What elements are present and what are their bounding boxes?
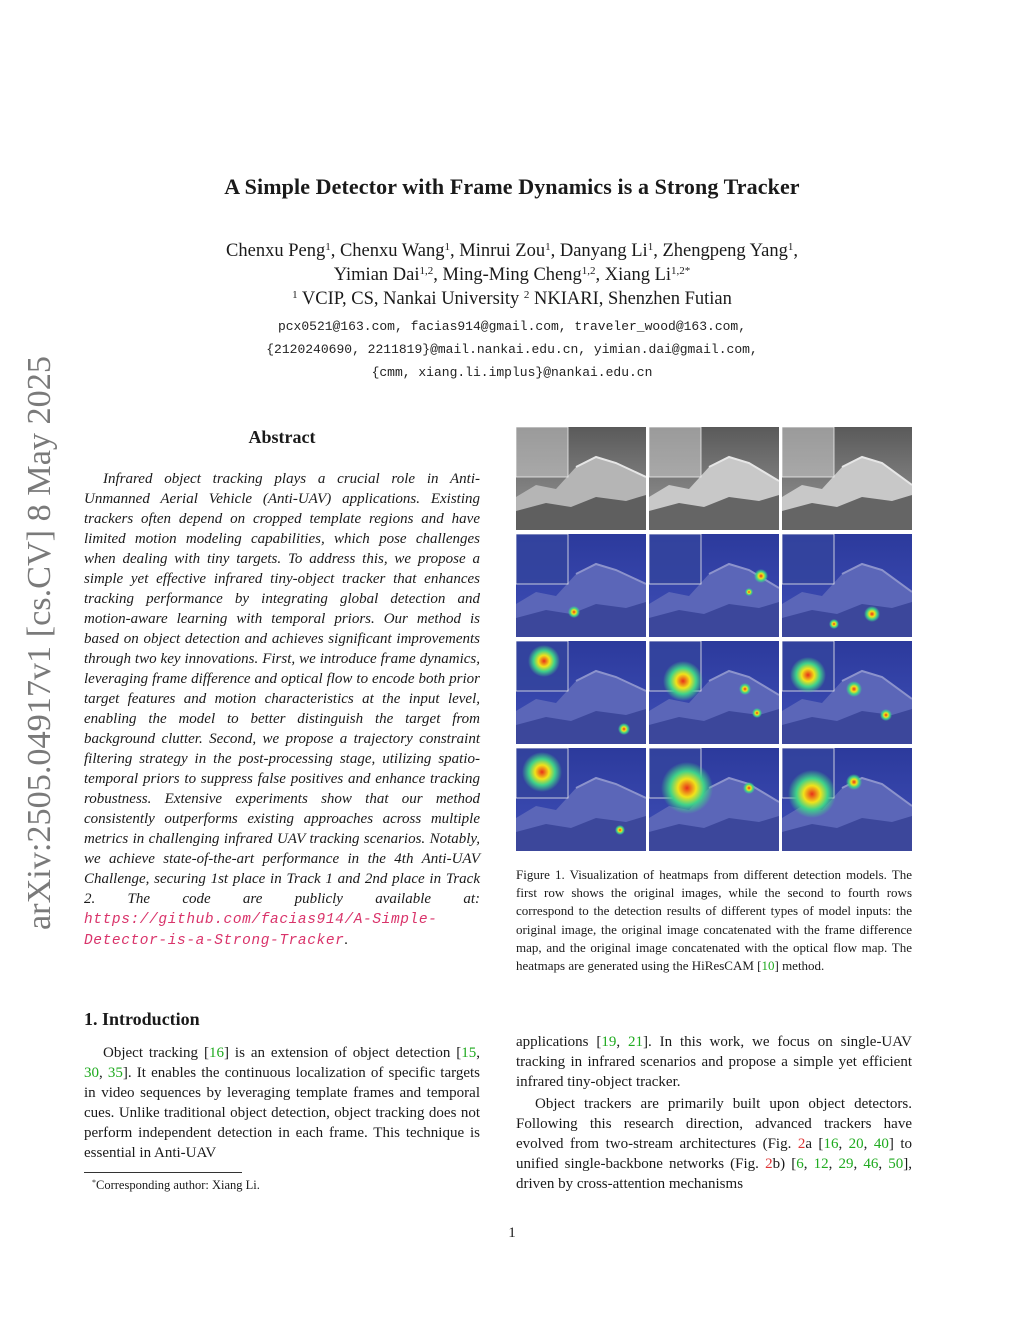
citation-link[interactable]: 16 [823, 1136, 839, 1152]
email-block [120, 315, 904, 384]
author-name: Chenxu Peng [226, 241, 326, 261]
abstract-text [84, 469, 480, 951]
citation-link[interactable]: 21 [628, 1034, 643, 1050]
citation-link[interactable]: 10 [761, 958, 775, 974]
citation-link[interactable]: 12 [813, 1156, 829, 1172]
affiliation-1: VCIP, CS, Nankai University [301, 289, 520, 309]
footnote-mark: * [92, 1178, 96, 1187]
citation-link[interactable]: 30 [84, 1065, 99, 1081]
citation-link[interactable]: 35 [107, 1065, 123, 1081]
author-line-1: Chenxu Peng$^1$, Chenxu Wang$^1$, Minrui Zou$^1$, Danyang Li$^1$, Zhengpeng Yang$^1$, [226, 241, 798, 261]
section-heading-introduction: 1. Introduction [84, 1009, 200, 1029]
right-paragraph-2: Object trackers are primarily built upon object detectors. Following this research direction, advanced trackers have evolved from two-stream architectures (Fig. 2a [16, 20, 40] to unified single-backbone networks (Fig. 2b) [6, 12, 29, 46, 50], driven by cross-attention mechanisms [516, 1096, 913, 1192]
citation-link[interactable]: 16 [208, 1045, 224, 1061]
author-line-2: Yimian Dai$^{1,2}$, Ming-Ming Cheng$^{1,2}$, Xiang $Li^{1,2*}$ [333, 265, 691, 285]
caption-end: ] method. [774, 958, 825, 974]
author-affiliation-mark: 1 [787, 241, 794, 253]
arxiv-stamp-text: arXiv:2505.04917v1 [cs.CV] 8 May 2025 [21, 359, 58, 930]
affiliations [120, 287, 904, 311]
author-name: Minrui Zou [459, 241, 546, 261]
abstract-end: . [344, 932, 349, 948]
email-line[interactable]: {cmm, xiang.li.implus}@nankai.edu.cn [371, 365, 653, 380]
affiliation-mark-1: 1 [292, 289, 298, 301]
citation-link[interactable]: 19 [601, 1034, 617, 1050]
right-column-text [516, 1032, 912, 1194]
heatmap-tile [516, 427, 646, 530]
author-affiliation-mark: 1,2 [419, 265, 434, 277]
author-affiliation-mark: 1,2 [581, 265, 596, 277]
heatmap-tile [782, 641, 912, 744]
footnote-text: Corresponding author: Xiang Li. [96, 1178, 260, 1192]
citation-link[interactable]: 50 [888, 1156, 904, 1172]
page-number: 1 [508, 1225, 516, 1241]
author-name: Danyang Li [559, 241, 648, 261]
abstract-body-text: Infrared object tracking plays a crucial role in Anti-Unmanned Aerial Vehicle (Anti-UAV) applications. Existing trackers often depend on cropped template regions and have limited motion modeling capabilities, which pose challenges when dealing with tiny targets. To address this, we propose a simple yet effective infrared tiny-object tracker that enhances tracking performance by integrating global detection and motion-aware learning with temporal priors. Our method is based on object detection and achieves significant improvements through two key innovations. First, we introduce frame dynamics, leveraging frame difference and optical flow to encode both prior target features and motion characteristics at the input level, enabling the model to better distinguish the target from background clutter. Second, we propose a trajectory constraint filtering strategy in the post-processing stage, utilizing spatio-temporal priors to suppress false positives and enhance tracking robustness. Extensive experiments show that our method consistently outperforms existing approaches across multiple metrics in challenging infrared UAV tracking scenarios. Notably, we achieve state-of-the-art performance in the 4th Anti-UAV Challenge, securing 1st place in Track 1 and 2nd place in Track 2. The code are publicly available at: [84, 471, 480, 907]
figure-1-caption [516, 866, 912, 975]
citation-link[interactable]: 29 [838, 1156, 854, 1172]
citation-link[interactable]: 46 [863, 1156, 879, 1172]
arxiv-stamp [8, 352, 64, 932]
figure-reference-link[interactable]: 2 [797, 1136, 806, 1152]
heatmap-tile [516, 641, 646, 744]
abstract-heading: Abstract [248, 427, 316, 447]
citation-link[interactable]: 15 [461, 1045, 477, 1061]
heatmap-tile [516, 534, 646, 637]
affiliation-mark-2: 2 [523, 289, 530, 301]
author-affiliation-mark: 1,2* [671, 265, 691, 277]
footnote-divider [84, 1172, 242, 1173]
author-name: Xiang Li [604, 265, 672, 285]
footnote [92, 1178, 260, 1193]
author-affiliation-mark: 1 [325, 241, 331, 253]
heatmap-tile [782, 427, 912, 530]
author-name: Yimian Dai [333, 265, 420, 285]
affiliation-2: NKIARI, Shenzhen Futian [534, 289, 732, 309]
figure-1-heatmap-grid [516, 427, 912, 851]
email-line[interactable]: pcx0521@163.com, facias914@gmail.com, traveler_wood@163.com, [277, 319, 747, 334]
right-paragraph-1: applications [19, 21]. In this work, we focus on single-UAV tracking in infrared scenarios and propose a simple yet efficient infrared tiny-object tracker. [516, 1034, 912, 1090]
heatmap-tile [649, 534, 779, 637]
author-affiliation-mark: 1 [545, 241, 551, 253]
heatmap-tile [782, 534, 912, 637]
citation-link[interactable]: 40 [873, 1136, 889, 1152]
author-block [120, 239, 904, 311]
paper-title: A Simple Detector with Frame Dynamics is a Strong Tracker [224, 174, 800, 199]
heatmap-tile [516, 748, 646, 851]
caption-text: Figure 1. Visualization of heatmaps from different detection models. The first row shows the original images, while the second to fourth rows correspond to the detection results of different types of model inputs: the original image, the original image concatenated with the frame difference map, and the original image concatenated with the optical flow map. The heatmaps are generated using the HiResCAM [ [516, 867, 912, 974]
heatmap-tile [782, 748, 912, 851]
figure-reference-link[interactable]: 2 [765, 1156, 773, 1172]
author-name: Chenxu Wang [339, 241, 445, 261]
author-affiliation-mark: 1 [647, 241, 654, 253]
citation-link[interactable]: 6 [796, 1156, 804, 1172]
heatmap-tile [649, 641, 779, 744]
email-line[interactable]: {2120240690, 2211819}@mail.nankai.edu.cn, yimian.dai@gmail.com, [266, 342, 758, 357]
heatmap-tile [649, 748, 779, 851]
author-name: Zhengpeng Yang [662, 241, 788, 261]
author-affiliation-mark: 1 [444, 241, 451, 253]
author-name: Ming-Ming Cheng [442, 265, 582, 285]
code-link[interactable]: https://github.com/facias914/A-Simple-Detector-is-a-Strong-Tracker [84, 912, 438, 949]
intro-paragraph: Object tracking [16] is an extension of object detection [15, 30, 35]. It enables the continuous localization of specific targets in video sequences by leveraging template frames and temporal cues. Unlike traditional object detection, object tracking does not perform independent detection in each frame. This technique is essential in Anti-UAV [84, 1045, 480, 1161]
citation-link[interactable]: 20 [848, 1136, 864, 1152]
heatmap-tile [649, 427, 779, 530]
